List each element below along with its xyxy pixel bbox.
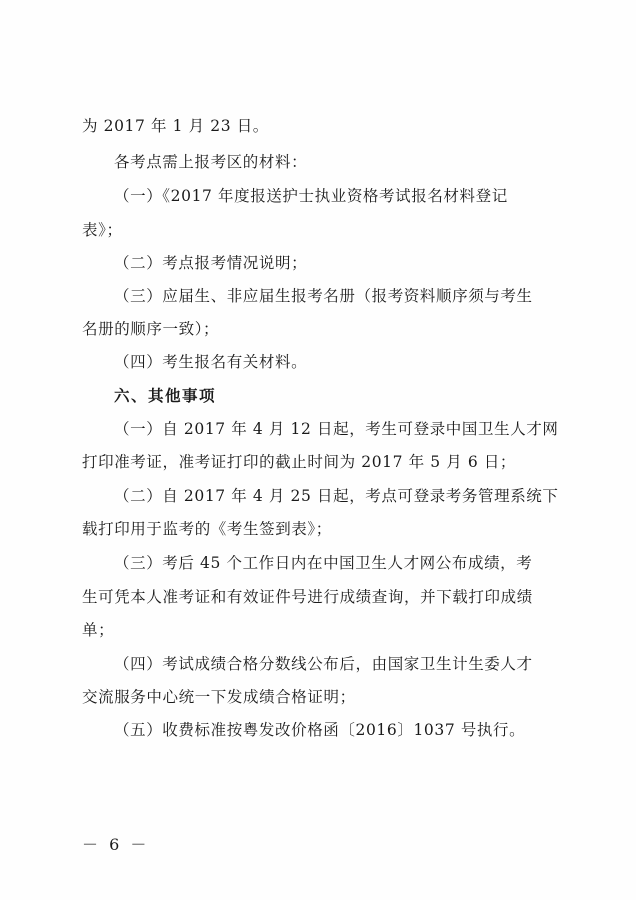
text-line-15: 生可凭本人准考证和有效证件号进行成绩查询，并下载打印成绩 bbox=[82, 588, 533, 606]
text-line-1: 为 2017 年 1 月 23 日。 bbox=[82, 117, 269, 135]
text-line-14: （三）考后 45 个工作日内在中国卫生人才网公布成绩，考 bbox=[114, 554, 533, 572]
text-line-18: 交流服务中心统一下发成绩合格证明； bbox=[82, 688, 356, 706]
text-line-17: （四）考试成绩合格分数线公布后，由国家卫生计生委人才 bbox=[114, 655, 533, 673]
text-line-11: 打印准考证，准考证打印的截止时间为 2017 年 5 月 6 日； bbox=[82, 453, 517, 471]
text-line-16: 单； bbox=[82, 621, 115, 639]
text-line-13: 载打印用于监考的《考生签到表》； bbox=[82, 520, 332, 538]
text-line-5: （二）考点报考情况说明； bbox=[114, 254, 308, 272]
text-line-4: 表》； bbox=[82, 221, 123, 239]
text-line-19: （五）收费标准按粤发改价格函〔2016〕1037 号执行。 bbox=[114, 721, 526, 739]
section-heading: 六、其他事项 bbox=[114, 387, 217, 405]
text-line-10: （一）自 2017 年 4 月 12 日起，考生可登录中国卫生人才网 bbox=[114, 420, 559, 438]
text-line-6: （三）应届生、非应届生报考名册（报考资料顺序须与考生 bbox=[114, 287, 533, 305]
text-line-8: （四）考生报名有关材料。 bbox=[114, 353, 308, 371]
text-line-2: 各考点需上报考区的材料： bbox=[114, 153, 308, 171]
text-line-12: （二）自 2017 年 4 月 25 日起，考点可登录考务管理系统下 bbox=[114, 487, 559, 505]
text-line-7: 名册的顺序一致）； bbox=[82, 320, 220, 338]
text-line-3: （一）《2017 年度报送护士执业资格考试报名材料登记 bbox=[114, 187, 508, 205]
page-number: － 6 － bbox=[82, 835, 150, 854]
